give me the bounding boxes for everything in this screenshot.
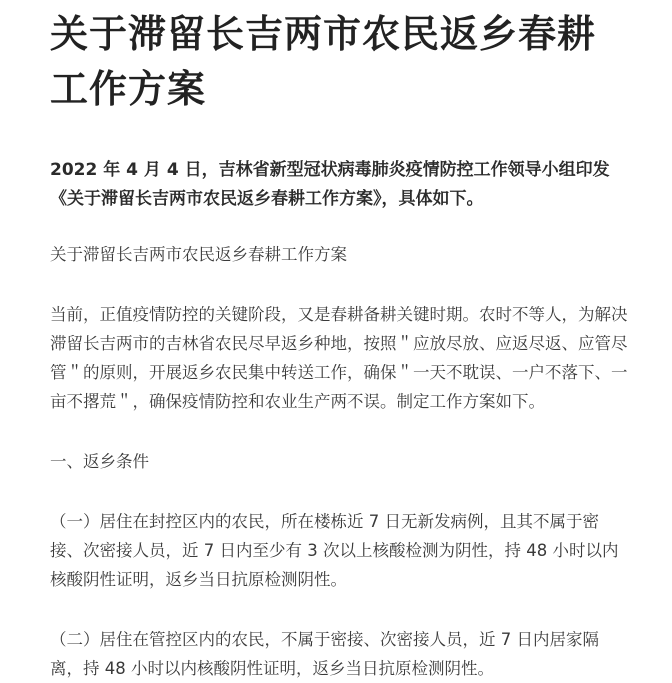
article <box>50 0 650 683</box>
intro-paragraph: 当前，正值疫情防控的关键阶段，又是春耕备耕关键时期。农时不等人，为解决滞留长吉两市的吉林省农民尽早返乡种地，按照＂应放尽放、应返尽返、应管尽管＂的原则，开展返乡农民集中转送工作，确保＂一天不耽误、一户不落下、一亩不撂荒＂，确保疫情防控和农业生产两不误。制定工作方案如下。 <box>50 305 628 411</box>
article-lead: 2022 年 4 月 4 日，吉林省新型冠状病毒肺炎疫情防控工作领导小组印发《关于滞留长吉两市农民返乡春耕工作方案》，具体如下。 <box>50 160 610 209</box>
condition-1-paragraph: （一）居住在封控区内的农民，所在楼栋近 7 日无新发病例，且其不属于密接、次密接人员，近 7 日内至少有 3 次以上核酸检测为阴性，持 48 小时以内核酸阴性证明，返乡当日抗原检测阴性。 <box>50 512 619 589</box>
plan-heading: 关于滞留长吉两市农民返乡春耕工作方案 <box>50 245 347 264</box>
section-heading-return-conditions: 一、返乡条件 <box>50 452 149 471</box>
condition-2-paragraph: （二）居住在管控区内的农民，不属于密接、次密接人员，近 7 日内居家隔离，持 48 小时以内核酸阴性证明，返乡当日抗原检测阴性。 <box>50 630 599 678</box>
article-title: 关于滞留长吉两市农民返乡春耕工作方案 <box>50 11 597 111</box>
